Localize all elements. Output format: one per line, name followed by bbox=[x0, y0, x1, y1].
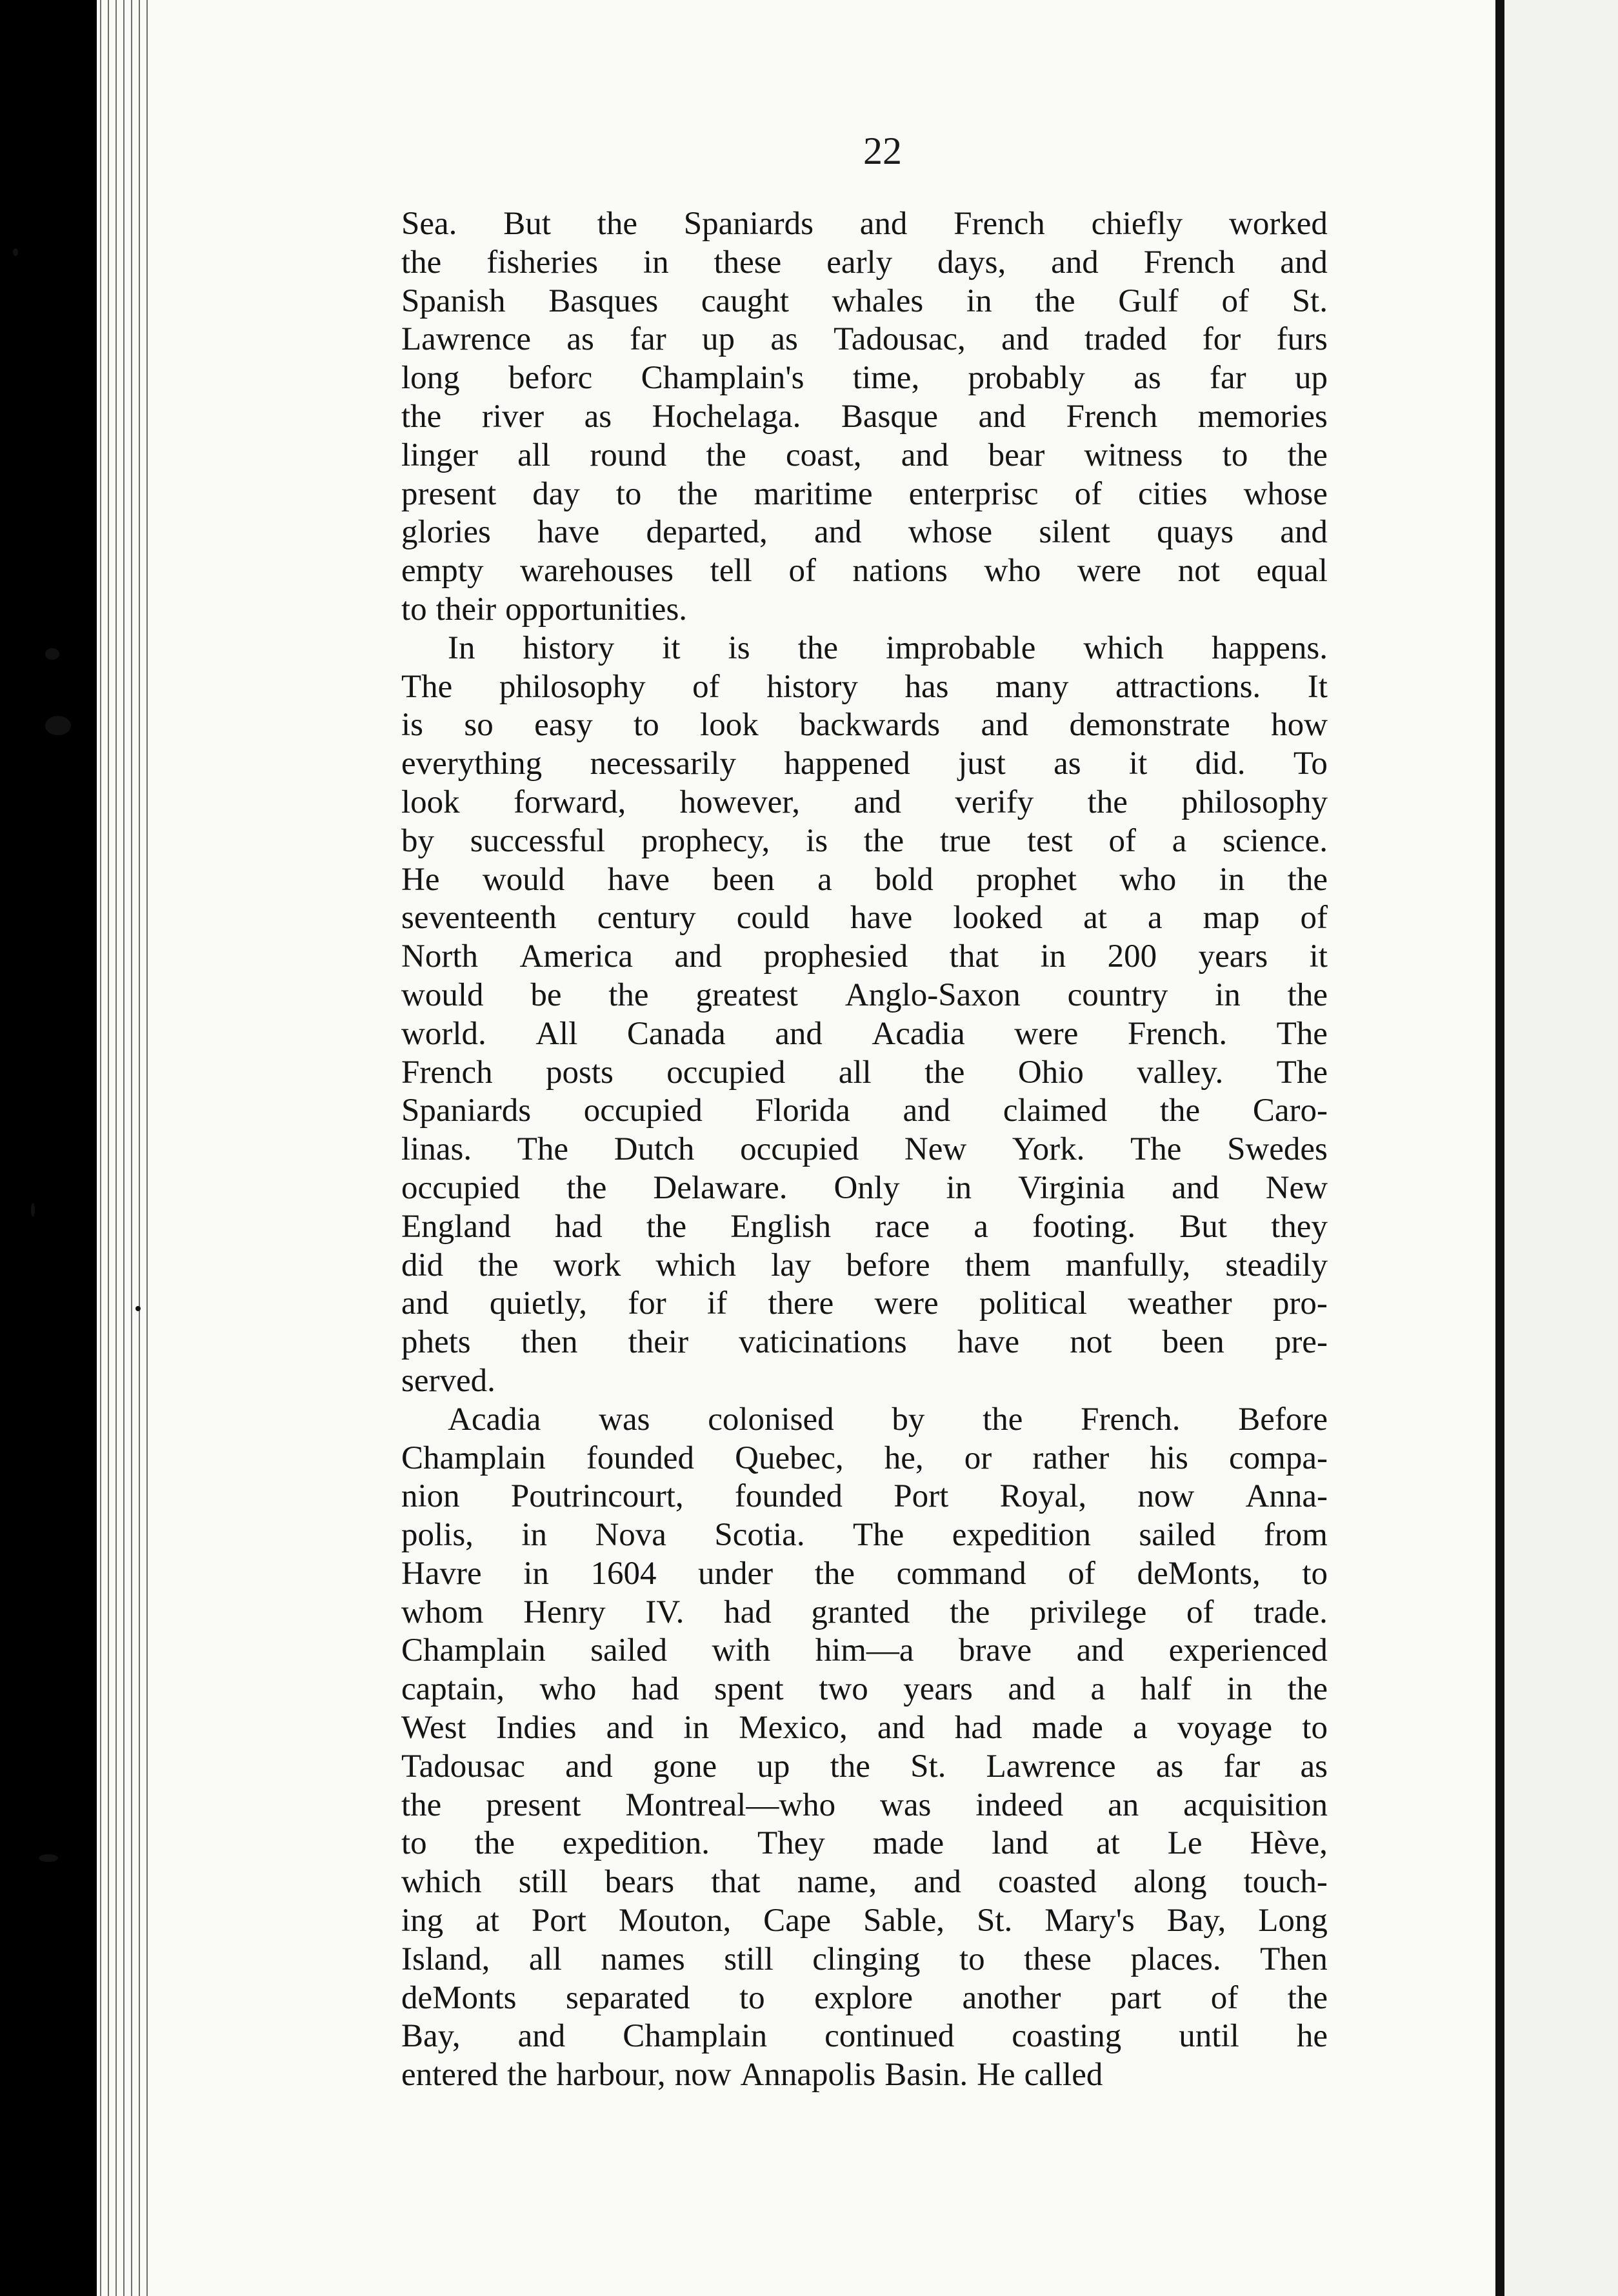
adjacent-page-strip bbox=[1503, 0, 1618, 2296]
text-line: Champlain founded Quebec, he, or rather his compa- bbox=[401, 1440, 1328, 1476]
text-line: Bay, and Champlain continued coasting until he bbox=[401, 2018, 1328, 2055]
text-line: which still bears that name, and coasted along touch- bbox=[401, 1864, 1328, 1901]
text-line: entered the harbour, now Annapolis Basin. He called bbox=[401, 2057, 1103, 2093]
page-right-edge bbox=[1495, 0, 1504, 2296]
body-text bbox=[401, 205, 1328, 2095]
text-line: would be the greatest Anglo-Saxon country in the bbox=[401, 976, 1328, 1013]
text-line: Havre in 1604 under the command of deMonts, to bbox=[401, 1555, 1328, 1592]
text-line: empty warehouses tell of nations who were not equal bbox=[401, 553, 1328, 589]
text-line: whom Henry IV. had granted the privilege of trade. bbox=[401, 1594, 1328, 1630]
text-line: In history it is the improbable which happens. bbox=[448, 629, 1328, 666]
text-line: did the work which lay before them manfully, steadily bbox=[401, 1247, 1328, 1283]
text-line: ing at Port Mouton, Cape Sable, St. Mary's Bay, Long bbox=[401, 1903, 1328, 1939]
text-line: The philosophy of history has many attractions. It bbox=[401, 668, 1328, 705]
text-line: everything necessarily happened just as it did. To bbox=[401, 746, 1328, 782]
text-line: Spaniards occupied Florida and claimed the Caro- bbox=[401, 1093, 1328, 1129]
text-line: the present Montreal—who was indeed an acquisition bbox=[401, 1786, 1328, 1823]
text-line: nion Poutrincourt, founded Port Royal, now Anna- bbox=[401, 1478, 1328, 1515]
text-line: by successful prophecy, is the true test of a science. bbox=[401, 822, 1328, 859]
text-line: Island, all names still clinging to these places. Then bbox=[401, 1941, 1328, 1977]
text-line: deMonts separated to explore another part of the bbox=[401, 1979, 1328, 2016]
text-line: look forward, however, and verify the philosophy bbox=[401, 784, 1328, 820]
text-line: Lawrence as far up as Tadousac, and traded for furs bbox=[401, 321, 1328, 358]
text-line: world. All Canada and Acadia were French. The bbox=[401, 1015, 1328, 1052]
text-line: served. bbox=[401, 1362, 495, 1399]
scan-speck bbox=[31, 1203, 35, 1217]
text-line: Tadousac and gone up the St. Lawrence as far as bbox=[401, 1748, 1328, 1785]
page-spine-edge bbox=[97, 0, 148, 2296]
page-number: 22 bbox=[863, 130, 902, 172]
text-line: occupied the Delaware. Only in Virginia and New bbox=[401, 1169, 1328, 1206]
text-line: the fisheries in these early days, and French and bbox=[401, 244, 1328, 281]
scan-speck bbox=[39, 1854, 58, 1862]
text-line: Acadia was colonised by the French. Before bbox=[448, 1401, 1328, 1438]
text-line: French posts occupied all the Ohio valley. The bbox=[401, 1054, 1328, 1091]
text-line: to their opportunities. bbox=[401, 591, 688, 628]
text-line: phets then their vaticinations have not been pre- bbox=[401, 1324, 1328, 1361]
text-line: Sea. But the Spaniards and French chiefly worked bbox=[401, 206, 1328, 242]
text-line: West Indies and in Mexico, and had made a voyage to bbox=[401, 1710, 1328, 1747]
text-line: Champlain sailed with him—a brave and experienced bbox=[401, 1632, 1328, 1669]
text-line: to the expedition. They made land at Le Hève, bbox=[401, 1825, 1328, 1862]
text-line: and quietly, for if there were political weather pro- bbox=[401, 1285, 1328, 1322]
text-line: is so easy to look backwards and demonstrate how bbox=[401, 707, 1328, 744]
text-line: long beforc Champlain's time, probably as far up bbox=[401, 360, 1328, 397]
text-line: the river as Hochelaga. Basque and French memories bbox=[401, 398, 1328, 435]
scan-speck bbox=[13, 248, 18, 256]
text-line: polis, in Nova Scotia. The expedition sailed from bbox=[401, 1517, 1328, 1554]
text-line: linger all round the coast, and bear witness to the bbox=[401, 437, 1328, 473]
scan-speck bbox=[45, 648, 59, 660]
text-line: Spanish Basques caught whales in the Gulf of St. bbox=[401, 282, 1328, 319]
text-line: He would have been a bold prophet who in the bbox=[401, 861, 1328, 898]
text-line: North America and prophesied that in 200 years it bbox=[401, 938, 1328, 975]
text-line: England had the English race a footing. But they bbox=[401, 1208, 1328, 1245]
text-line: linas. The Dutch occupied New York. The Swedes bbox=[401, 1131, 1328, 1168]
text-line: seventeenth century could have looked at a map of bbox=[401, 900, 1328, 936]
text-line: glories have departed, and whose silent quays and bbox=[401, 514, 1328, 551]
scan-speck bbox=[135, 1306, 141, 1311]
text-line: present day to the maritime enterprisc of cities whose bbox=[401, 475, 1328, 512]
scan-speck bbox=[45, 716, 71, 735]
text-line: captain, who had spent two years and a half in the bbox=[401, 1671, 1328, 1708]
